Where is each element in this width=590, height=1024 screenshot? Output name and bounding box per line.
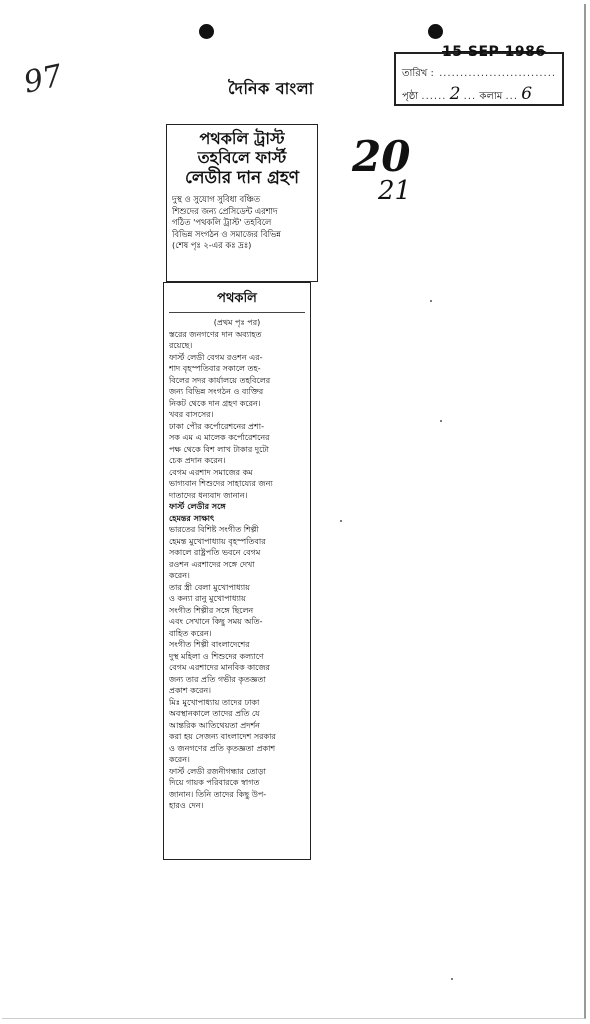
article-line: (প্রথম পৃঃ পর) [213, 318, 261, 327]
article-line: হেমন্ত মুখোপাধ্যায় বৃহস্পতিবার [169, 536, 266, 546]
article-line: ভারতের বিশিষ্ট সংগীত শিল্পী [169, 525, 259, 534]
headline-line: লেডীর দান গ্রহণ [184, 168, 300, 188]
article-line: ও কন্যা রানু মুখোপাধ্যায় [169, 594, 246, 603]
handwritten-page-sub: 21 [378, 176, 412, 206]
handwritten-page-number: 20 [352, 132, 411, 181]
speck [340, 520, 342, 522]
article-line: করেন। [169, 755, 190, 764]
stamp-page-label: পৃষ্ঠা [402, 91, 419, 102]
stamp-date: 15 SEP 1986 [442, 44, 546, 60]
article-line: শাদ বৃহস্পতিবার সকালে তহ- [169, 364, 261, 373]
lead-line: বিভিন্ন সংগঠন ও সমাজের বিভিন্ন [172, 228, 281, 239]
article-line: ফার্স্ট লেডী বেগম রওশন এর- [169, 352, 263, 362]
speck [451, 978, 453, 980]
article-line: সংগীত শিল্পী বাংলাদেশের [169, 640, 250, 649]
article-line: প্রকাশ করেন। [169, 686, 212, 695]
article-line: জন্য বিভিন্ন সংগঠন ও ব্যক্তির [169, 387, 264, 396]
stamp-dots: : ............................ [430, 68, 557, 79]
article-line: আন্তরিক আতিথেয়তা প্রদর্শন [169, 720, 260, 730]
lead-line: (শেষ পৃঃ ২-এর কঃ দ্রঃ) [172, 240, 252, 251]
headline-line: পথকলি ট্রাস্ট [199, 129, 285, 148]
article-line: নিকট থেকে দান গ্রহণ করেন। [169, 398, 261, 408]
subheading: হেমন্তর সাক্ষাৎ [169, 513, 215, 523]
article-line: বেগম এরশাদ সমাজের কম [169, 467, 253, 477]
article-line: দিয়ে গায়ক পরিবারকে স্বাগত [169, 778, 260, 787]
article-line: ফার্স্ট লেডী রজনীগন্ধার তোড়া [169, 766, 266, 776]
headline-clipping [166, 124, 318, 282]
article-line: সক এম এ মালেক কর্পোরেশনের [169, 433, 270, 442]
article-line: দাতাদের ধন্যবাদ জানান। [169, 490, 248, 500]
article-line: অবস্থানকালে তাদের প্রতি যে [169, 709, 260, 718]
article-line: ও জনগণের প্রতি কৃতজ্ঞতা প্রকাশ [169, 743, 276, 753]
stamp-dots: ...... [421, 91, 447, 102]
stamp-dots: ... [463, 91, 477, 102]
continuation-clipping [163, 282, 311, 860]
lead-line: শিশুদের জন্য প্রেসিডেন্ট এরশাদ [172, 205, 278, 216]
article-line: জন্য তার প্রতি গভীর কৃতজ্ঞতা [169, 674, 266, 684]
article-line: জানান। তিনি তাদের কিছু উপ- [169, 789, 267, 799]
article-line: করেন। [169, 571, 190, 580]
stamp-dots: ... [505, 91, 519, 102]
article-line: স্তরের জনগণের দান অব্যাহত [169, 329, 262, 339]
stamp-date-row [402, 66, 556, 83]
article-line: এবং সেখানে কিছু সময় অতি- [169, 617, 263, 626]
article-line: মিঃ মুখোপাধ্যায় তাদের ঢাকা [169, 697, 260, 707]
stamp-page-row [402, 84, 532, 106]
article-line: হারও দেন। [169, 801, 204, 810]
stamp-column-label: কলাম [479, 91, 503, 102]
article-line: সকালে রাষ্ট্রপতি ভবনে বেগম [169, 548, 261, 557]
article-line: খবর বাসসের। [169, 410, 214, 419]
speck [430, 300, 432, 302]
stamp-page-value: 2 [449, 84, 461, 104]
speck [440, 420, 442, 422]
lead-paragraph [172, 194, 312, 252]
article-line: চেক প্রদান করেন। [169, 456, 226, 465]
article-line: ঢাকা পৌর কর্পোরেশনের প্রশা- [169, 421, 264, 431]
lead-line: দুস্থ ও সুযোগ সুবিধা বঞ্চিত [172, 194, 260, 204]
article-line: সংগীত শিল্পীর সঙ্গে ছিলেন [169, 605, 254, 615]
article-line: তার স্ত্রী বেলা মুখোপাধ্যায় [169, 582, 250, 592]
article-line: দুস্থ মহিলা ও শিশুদের কল্যাণে [169, 651, 264, 661]
handwritten-corner-number: 97 [20, 58, 66, 101]
article-line: বিলের সদর কার্যালয়ে তহবিলের [169, 375, 271, 385]
continuation-body [169, 317, 305, 812]
article-line: পক্ষ থেকে বিশ লাখ টাকার দুটো [169, 444, 269, 454]
article-line: বেগম এরশাদের মানবিক কাজের [169, 663, 270, 672]
subheading: ফার্স্ট লেডীর সঙ্গে [169, 502, 226, 511]
punch-hole-left [199, 24, 214, 39]
article-line: রওশন এরশাদের সঙ্গে দেখা [169, 559, 255, 569]
lead-line: গঠিত 'পথকলি ট্রাস্ট' তহবিলে [172, 217, 272, 228]
continuation-heading: পথকলি [169, 289, 305, 313]
stamp-date-label: তারিখ [402, 68, 428, 79]
article-line: ভাগ্যবান শিশুদের সাহায্যের জন্য [169, 479, 273, 488]
stamp-column-value: 6 [521, 84, 533, 104]
article-line: করা হয় সেজন্য বাংলাদেশ সরকার [169, 732, 276, 741]
punch-hole-right [428, 24, 443, 39]
headline-line: তহবিলে ফার্স্ট [197, 148, 287, 167]
article-line: রয়েছে। [169, 341, 193, 350]
article-line: বাহিত করেন। [169, 628, 212, 638]
newspaper-name: দৈনিক বাংলা [228, 79, 314, 98]
